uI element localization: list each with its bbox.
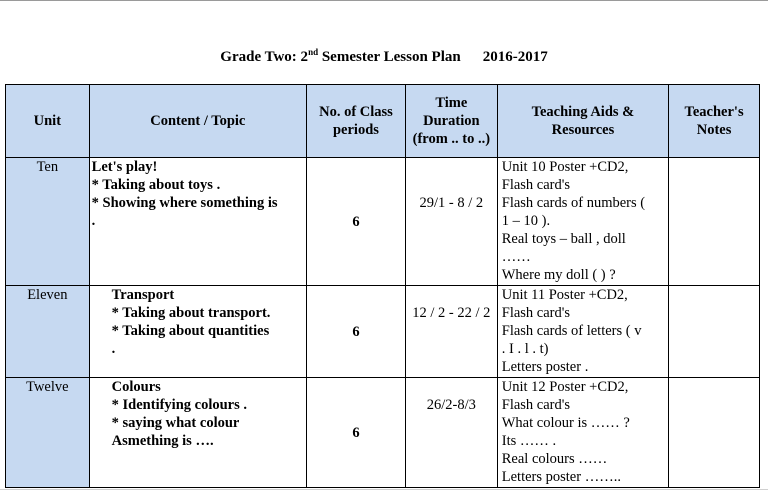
periods-cell: 6 bbox=[306, 158, 405, 286]
content-line: * Taking about quantities bbox=[111, 323, 270, 339]
aids-line: Flash card's bbox=[501, 305, 571, 321]
aids-line: Unit 12 Poster +CD2, bbox=[501, 379, 629, 395]
content-line: Colours bbox=[111, 379, 161, 395]
unit-cell: Twelve bbox=[6, 378, 90, 488]
time-value: 12 / 2 - 22 / 2 bbox=[412, 305, 491, 321]
aids-line: …… bbox=[501, 249, 531, 265]
notes-cell bbox=[669, 158, 760, 286]
aids-line: Its …… . bbox=[501, 433, 557, 449]
aids-line: Unit 10 Poster +CD2, bbox=[501, 159, 629, 175]
content-line: Let's play! bbox=[91, 159, 158, 175]
content-cell bbox=[89, 286, 306, 378]
time-value: 26/2-8/3 bbox=[426, 397, 476, 413]
aids-line: Letters poster . bbox=[501, 359, 589, 375]
lesson-plan-table bbox=[5, 84, 760, 488]
content-cell bbox=[89, 158, 306, 286]
title-suffix: Semester Lesson Plan bbox=[318, 49, 461, 65]
content-line: . bbox=[91, 213, 96, 229]
aids-line: Flash card's bbox=[501, 397, 571, 413]
table-row bbox=[6, 158, 760, 286]
time-cell bbox=[405, 286, 497, 378]
aids-line: Flash cards of numbers ( bbox=[501, 195, 646, 211]
title-prefix: Grade Two: 2 bbox=[220, 49, 309, 65]
title-year: 2016-2017 bbox=[482, 49, 548, 65]
aids-cell bbox=[497, 286, 668, 378]
content-line: * saying what colour bbox=[111, 415, 240, 431]
content-cell bbox=[89, 378, 306, 488]
notes-cell bbox=[669, 286, 760, 378]
content-line: . bbox=[111, 341, 116, 357]
content-line: Asmething is …. bbox=[111, 433, 214, 449]
page-title bbox=[0, 47, 768, 66]
header-periods: No. of Class periods bbox=[306, 85, 405, 158]
aids-line: Flash cards of letters ( v bbox=[501, 323, 642, 339]
header-aids: Teaching Aids & Resources bbox=[497, 85, 668, 158]
aids-line: Real toys – ball , doll bbox=[501, 231, 626, 247]
aids-line: Unit 11 Poster +CD2, bbox=[501, 287, 628, 303]
header-time: Time Duration (from .. to ..) bbox=[405, 85, 497, 158]
aids-cell bbox=[497, 158, 668, 286]
periods-cell: 6 bbox=[306, 286, 405, 378]
content-line: * Identifying colours . bbox=[111, 397, 247, 413]
table-header-row bbox=[6, 85, 760, 158]
table-row bbox=[6, 286, 760, 378]
header-content: Content / Topic bbox=[89, 85, 306, 158]
time-cell bbox=[405, 378, 497, 488]
periods-cell: 6 bbox=[306, 378, 405, 488]
table-row bbox=[6, 378, 760, 488]
time-value: 29/1 - 8 / 2 bbox=[419, 195, 484, 211]
title-superscript: nd bbox=[308, 47, 319, 57]
unit-cell: Eleven bbox=[6, 286, 90, 378]
aids-line: What colour is …… ? bbox=[501, 415, 630, 431]
time-cell bbox=[405, 158, 497, 286]
header-notes: Teacher's Notes bbox=[669, 85, 760, 158]
unit-cell: Ten bbox=[6, 158, 90, 286]
aids-line: Real colours …… bbox=[501, 451, 608, 467]
page-top-border bbox=[0, 0, 768, 1]
content-line: * Taking about toys . bbox=[91, 177, 221, 193]
aids-cell bbox=[497, 378, 668, 488]
aids-line: Flash card's bbox=[501, 177, 571, 193]
content-line: * Showing where something is bbox=[91, 195, 278, 211]
notes-cell bbox=[669, 378, 760, 488]
aids-line: . I . l . t) bbox=[501, 341, 549, 357]
content-line: * Taking about transport. bbox=[111, 305, 271, 321]
aids-line: Where my doll ( ) ? bbox=[501, 267, 616, 283]
aids-line: Letters poster …….. bbox=[501, 469, 621, 485]
aids-line: 1 – 10 ). bbox=[501, 213, 551, 229]
header-unit: Unit bbox=[6, 85, 90, 158]
content-line: Transport bbox=[111, 287, 175, 303]
